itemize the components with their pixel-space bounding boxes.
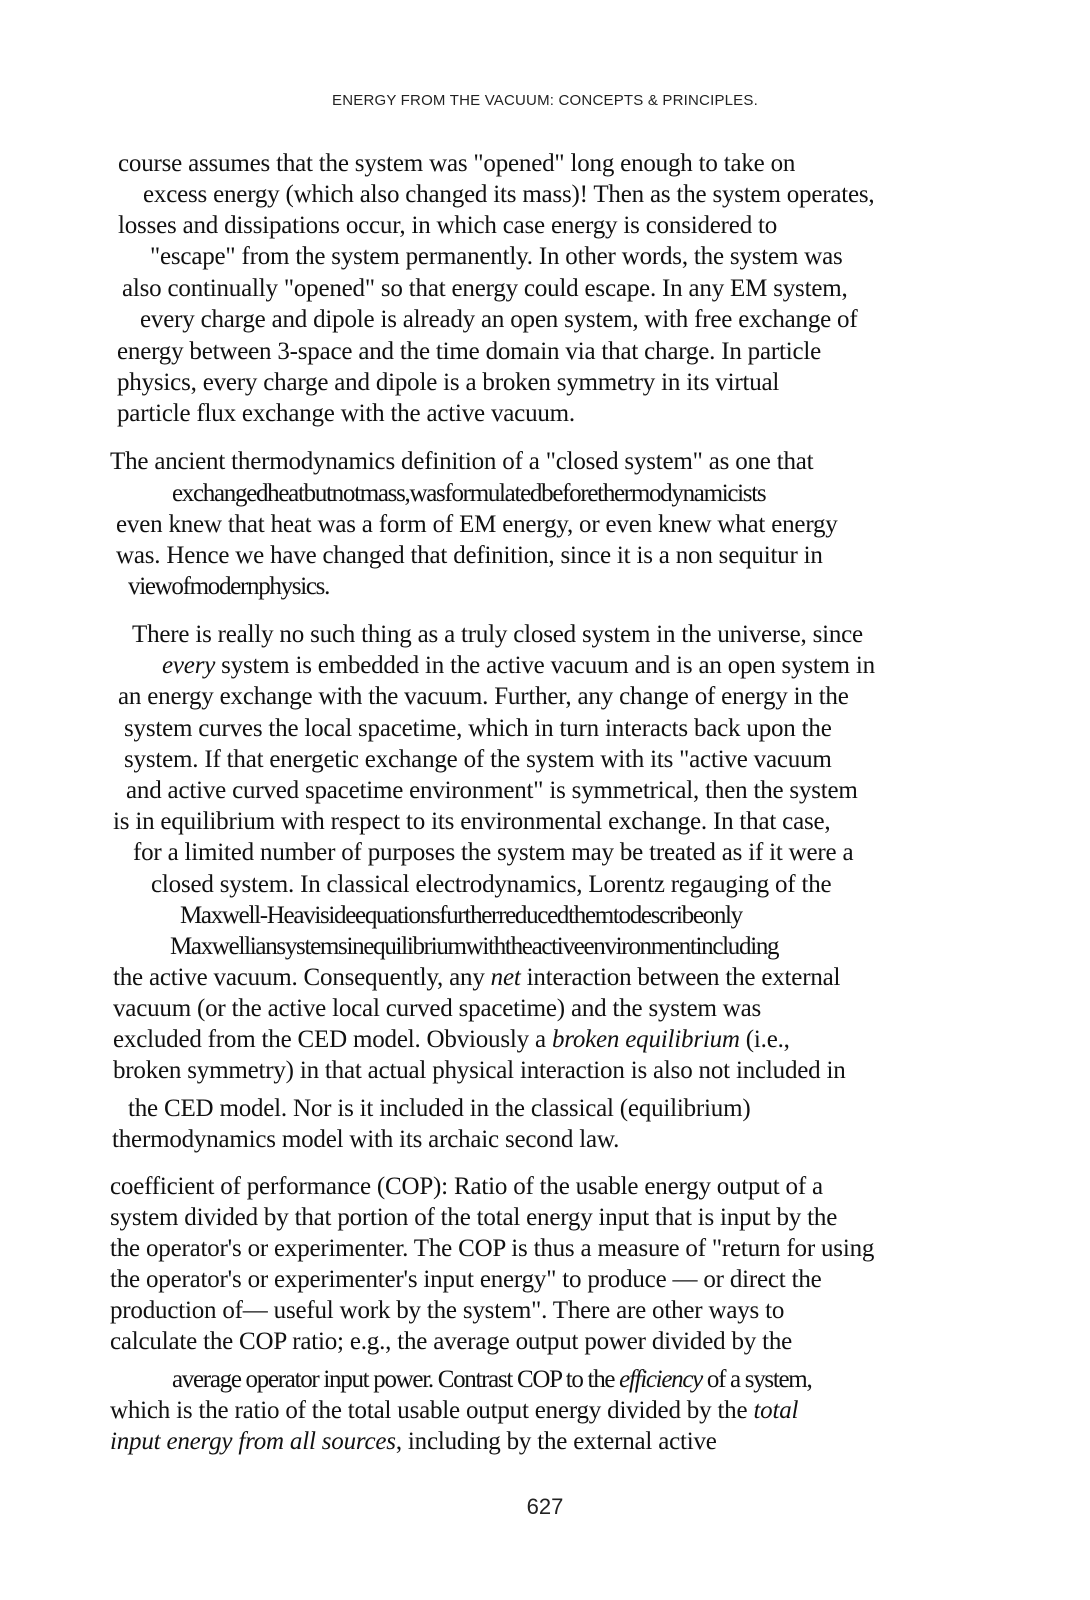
- text-line: broken symmetry) in that actual physical interaction is also not included in: [113, 1057, 846, 1084]
- text-span: interaction between the external: [520, 964, 841, 991]
- text-line: [162, 650, 875, 681]
- text-line: The ancient thermodynamics definition of a "closed system" as one that: [110, 448, 814, 475]
- page-number: 627: [526, 1494, 564, 1519]
- text-span: average operator input power. Contrast COP to the: [172, 1366, 620, 1393]
- italic-span: net: [490, 964, 521, 991]
- text-line: even knew that heat was a form of EM energy, or even knew what energy: [116, 511, 838, 538]
- text-span: excluded from the CED model. Obviously a: [113, 1026, 552, 1053]
- text-line: particle flux exchange with the active vacuum.: [117, 400, 575, 427]
- text-span: the active vacuum. Consequently, any: [113, 964, 491, 991]
- text-line: thermodynamics model with its archaic second law.: [112, 1126, 620, 1153]
- text-line: physics, every charge and dipole is a broken symmetry in its virtual: [117, 369, 780, 396]
- text-span: , including by the external active: [395, 1428, 717, 1455]
- text-line: the operator's or experimenter's input energy" to produce — or direct the: [110, 1266, 822, 1293]
- text-line: "escape" from the system permanently. In other words, the system was: [150, 243, 843, 270]
- text-line: the operator's or experimenter. The COP is thus a measure of "return for using: [110, 1235, 875, 1262]
- text-line: [110, 1426, 717, 1457]
- text-line: for a limited number of purposes the system may be treated as if it were a: [133, 839, 854, 866]
- text-line: was. Hence we have changed that definition, since it is a non sequitur in: [116, 542, 823, 569]
- text-line: [113, 1024, 790, 1055]
- text-line: an energy exchange with the vacuum. Further, any change of energy in the: [118, 683, 849, 710]
- text-line: viewofmodernphysics.: [128, 573, 330, 600]
- text-line: closed system. In classical electrodynamics, Lorentz regauging of the: [151, 871, 832, 898]
- text-line: [110, 1395, 798, 1426]
- text-line: calculate the COP ratio; e.g., the average output power divided by the: [110, 1328, 793, 1355]
- text-line: the CED model. Nor is it included in the classical (equilibrium): [128, 1095, 751, 1122]
- text-line: There is really no such thing as a truly closed system in the universe, since: [132, 621, 863, 648]
- text-line: also continually "opened" so that energy could escape. In any EM system,: [122, 275, 848, 302]
- text-line: system curves the local spacetime, which in turn interacts back upon the: [124, 715, 832, 742]
- text-line: [172, 1364, 811, 1395]
- italic-span: total: [753, 1397, 799, 1424]
- text-line: exchangedheatbutnotmass,wasformulatedbeforethermodynamicists: [172, 480, 766, 507]
- italic-span: broken equilibrium: [551, 1026, 740, 1053]
- text-span: (i.e.,: [739, 1026, 790, 1053]
- text-span: of a system,: [701, 1366, 812, 1393]
- text-line: Maxwelliansystemsinequilibriumwiththeactiveenvironmentincluding: [170, 933, 779, 960]
- text-span: system is embedded in the active vacuum and is an open system in: [215, 652, 875, 679]
- text-line: excess energy (which also changed its mass)! Then as the system operates,: [143, 181, 875, 208]
- text-line: is in equilibrium with respect to its environmental exchange. In that case,: [113, 808, 831, 835]
- italic-span: efficiency: [619, 1366, 702, 1393]
- text-line: energy between 3-space and the time domain via that charge. In particle: [117, 338, 822, 365]
- italic-span: every: [162, 652, 216, 679]
- text-line: production of— useful work by the system". There are other ways to: [110, 1297, 785, 1324]
- text-line: course assumes that the system was "opened" long enough to take on: [118, 150, 796, 177]
- text-line: vacuum (or the active local curved spacetime) and the system was: [113, 995, 762, 1022]
- text-line: system. If that energetic exchange of the system with its "active vacuum: [124, 746, 832, 773]
- text-line: every charge and dipole is already an open system, with free exchange of: [140, 306, 858, 333]
- italic-span: input energy from all sources: [110, 1428, 396, 1455]
- text-line: losses and dissipations occur, in which case energy is considered to: [118, 212, 778, 239]
- text-span: which is the ratio of the total usable output energy divided by the: [110, 1397, 754, 1424]
- text-line: Maxwell-Heavisideequationsfurtherreducedthemtodescribeonly: [180, 902, 742, 929]
- text-line: coefficient of performance (COP): Ratio of the usable energy output of a: [110, 1173, 823, 1200]
- text-line: [113, 962, 840, 993]
- text-line: system divided by that portion of the total energy input that is input by the: [110, 1204, 838, 1231]
- running-header: ENERGY FROM THE VACUUM: CONCEPTS & PRINCIPLES.: [332, 92, 758, 109]
- text-line: and active curved spacetime environment" is symmetrical, then the system: [126, 777, 858, 804]
